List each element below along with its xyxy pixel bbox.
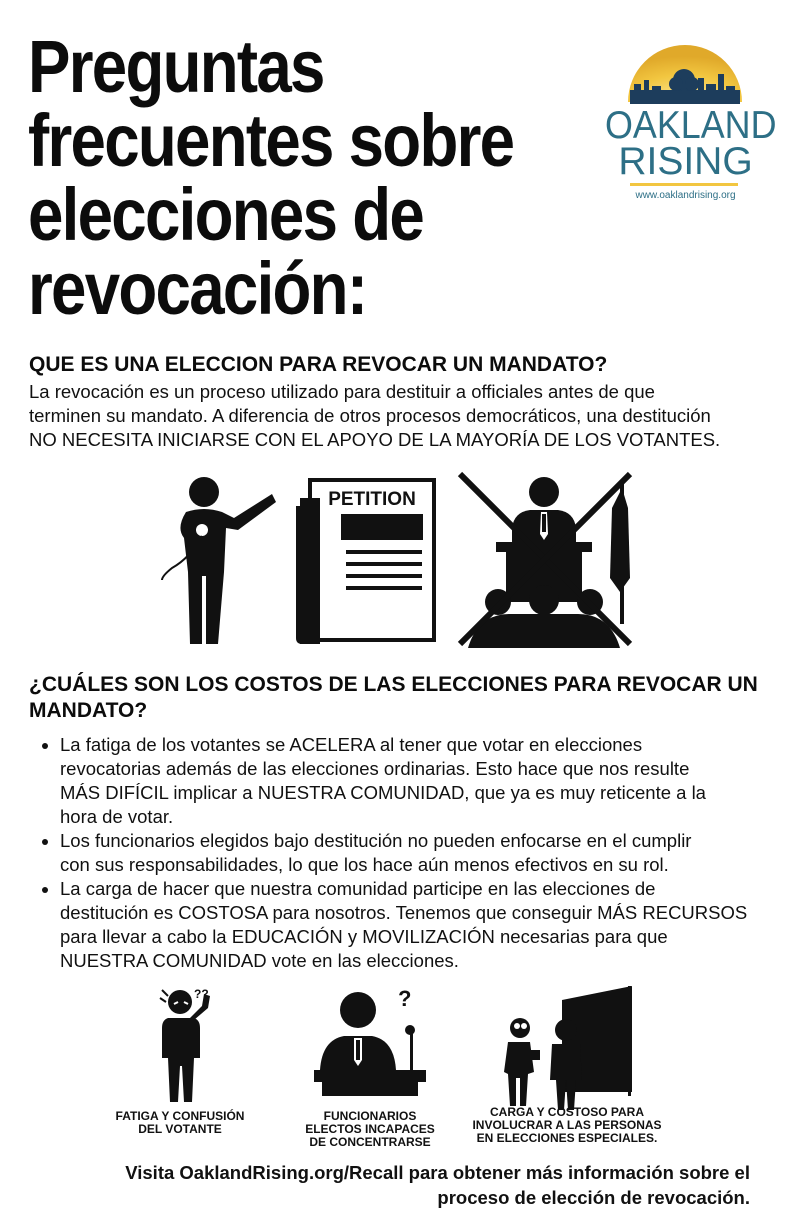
list-item-line: • Los funcionarios elegidos bajo destitución no pueden enfocarse en el cumplir [60, 830, 692, 851]
list-item-line: hora de votar. [60, 806, 174, 827]
list-item-line: para llevar a cabo la EDUCACIÓN y MOVILIZACIÓN necesarias para que [60, 926, 668, 947]
page-title [28, 25, 514, 330]
distracted-official-icon [314, 986, 426, 1096]
title-line: frecuentes sobre [28, 99, 514, 182]
caption-line: CARGA Y COSTOSO PARA [489, 1105, 645, 1119]
caption-line: INVOLUCRAR A LAS PERSONAS [472, 1118, 662, 1132]
list-item-line: destitución es COSTOSA para nosotros. Tenemos que conseguir MÁS RECURSOS [60, 902, 748, 923]
title-line: revocación: [28, 247, 367, 330]
petition-label: PETITION [328, 489, 416, 510]
paragraph-line: terminen su mandato. A diferencia de otros procesos democráticos, una destitución [29, 405, 711, 426]
costs-list [32, 733, 800, 973]
footer-line: Visita OaklandRising.org/Recall para obtener más información sobre el [125, 1162, 750, 1183]
crossed-out-official-icon [460, 474, 630, 648]
petition-icon [296, 480, 434, 644]
paragraph-line: NO NECESITA INICIARSE CON EL APOYO DE LA MAYORÍA DE LOS VOTANTES. [29, 429, 721, 450]
logo-divider [630, 183, 738, 186]
list-item-line: NUESTRA COMUNIDAD vote en las elecciones. [60, 950, 459, 971]
title-line: elecciones de [28, 173, 424, 256]
list-item-line: con sus responsabilidades, lo que los hace aún menos efectivos en su rol. [60, 854, 669, 875]
caption-officials [285, 1110, 455, 1149]
canvasser-at-door-icon [504, 986, 632, 1110]
confused-voter-icon [160, 987, 210, 1102]
illustration-row [150, 468, 650, 652]
caption-line: EN ELECCIONES ESPECIALES. [476, 1131, 658, 1145]
section-heading-costs: ¿CUÁLES SON LOS COSTOS DE LAS ELECCIONES PARA REVOCAR UN MANDATO? [29, 673, 758, 722]
sunrise-skyline-icon [598, 40, 773, 106]
list-item [60, 829, 800, 877]
list-item-line: • La carga de hacer que nuestra comunidad participe en las elecciones de [60, 878, 656, 899]
caption-line: DEL VOTANTE [138, 1122, 222, 1136]
footer-line: proceso de elección de revocación. [437, 1187, 750, 1208]
question-mark-text: ? [398, 986, 412, 1011]
logo-wordmark-rising: RISING [618, 140, 753, 183]
list-item-line: MÁS DIFÍCIL implicar a NUESTRA COMUNIDAD, que ya es muy reticente a la [60, 782, 706, 803]
caption-line: DE CONCENTRARSE [309, 1135, 431, 1149]
logo-url: www.oaklandrising.org [635, 190, 736, 201]
section-heading-what-is-recall: QUE ES UNA ELECCION PARA REVOCAR UN MANDATO? [29, 353, 608, 376]
caption-voter-fatigue [100, 1110, 260, 1136]
list-item [60, 733, 800, 829]
oakland-rising-logo [598, 40, 777, 210]
question-marks-text: ?? [194, 987, 209, 1001]
caption-line: FATIGA Y CONFUSIÓN [115, 1109, 245, 1123]
list-item-line: • La fatiga de los votantes se ACELERA al tener que votar en elecciones [60, 734, 643, 755]
logo-wordmark-oakland: OAKLAND [605, 104, 777, 147]
list-item-line: revocatorias además de las elecciones ordinarias. Esto hace que nos resulte [60, 758, 690, 779]
section-paragraph [29, 380, 789, 452]
paragraph-line: La revocación es un proceso utilizado para destituir a officiales antes de que [29, 381, 655, 402]
caption-cost-burden [462, 1106, 672, 1145]
footer-call-to-action [50, 1160, 750, 1210]
title-line: Preguntas [28, 25, 324, 108]
caption-line: ELECTOS INCAPACES [305, 1122, 435, 1136]
speaker-icon [162, 477, 276, 644]
list-item [60, 877, 800, 973]
caption-line: FUNCIONARIOS [323, 1109, 417, 1123]
